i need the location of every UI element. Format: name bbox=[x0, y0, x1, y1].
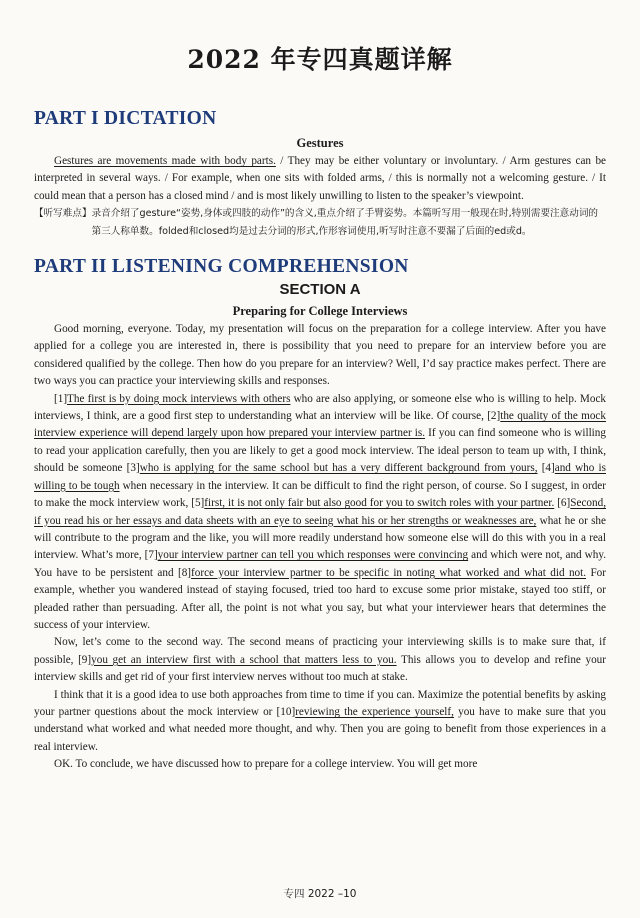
text-run: For example, whether you wandered instead of staying focused, tried too hard to excuse some prior mistake, stayed too stiff, or pleaded rather than persuading. After all, the point is not what you say, but what your interviewer hears that determines the success of your interview. bbox=[34, 566, 606, 631]
answer-6: Second, if you read his or her essays and data sheets with an eye to seeing what his or her strengths or weaknesses are, bbox=[34, 497, 606, 527]
text-run: and which were not, and why. You have to be persistent and [8] bbox=[34, 549, 606, 579]
page-footer: 专四 2022 –10 bbox=[283, 888, 357, 900]
answer-3: who is applying for the same school but has a very different background from yours, bbox=[139, 462, 538, 475]
answer-4: and who is willing to be tough bbox=[34, 462, 606, 492]
paragraph-1: Good morning, everyone. Today, my presentation will focus on the preparation for a college interview. After you have applied for a college you are interested in, there is possibility that you need to prepare for an interview before you are considered qualified by the college. Then how do you prepare for an interview? Well, I’d say practice makes perfect. There are two ways you can practice your interviewing skills and responses. bbox=[34, 323, 606, 388]
dictation-note bbox=[34, 205, 606, 240]
passage-title: Preparing for College Interviews bbox=[232, 304, 408, 319]
text-run: This allows you to develop and refine your interview skills and get rid of your first interview nerves without too much at stake. bbox=[34, 653, 607, 684]
paragraph-2 bbox=[34, 391, 606, 635]
answer-2: the quality of the mock interview experience will depend largely upon how prepared your interview partner is. bbox=[34, 410, 606, 440]
part2-heading: PART II LISTENING COMPREHENSION bbox=[34, 256, 409, 278]
answer-8: force your interview partner to be specific in noting what worked and what did not. bbox=[191, 566, 587, 579]
text-run: when necessary in the interview. It can be difficult to find the right person, of course. So I suggest, in order to make the mock interview work, [5] bbox=[34, 479, 606, 510]
paragraph-4 bbox=[34, 687, 606, 757]
answer-9: you get an interview first with a school that matters less to you. bbox=[91, 653, 397, 666]
note-text: 录音介绍了gesture“姿势,身体或四肢的动作”的含义,重点介绍了手臂姿势。本篇听写用一般现在时,特别需要注意动词的第三人称单数。folded和closed均是过去分词的形式,作形容词使用,听写时注意不要漏了后面的ed或d。 bbox=[91, 208, 599, 237]
dictation-rest: / They may be either voluntary or involuntary. / Arm gestures can be interpreted in several ways. / For example, when one sits with folded arms, / this is normally not a welcoming gesture. / It could mean that a person has a closed mind / and is most likely unwilling to listen to the speaker’s viewpoint. bbox=[34, 155, 607, 202]
paragraph-5: OK. To conclude, we have discussed how to prepare for a college interview. You will get more bbox=[54, 758, 478, 771]
text-run: [6] bbox=[554, 497, 571, 510]
text-run: who are also applying, or someone else who is willing to help. Mock interviews, I think, are a good first step to understanding what an interview will be like. Of course, [2] bbox=[34, 392, 607, 423]
note-label: 【听写难点】 bbox=[34, 208, 92, 220]
page-title: 2022 年专四真题详解 bbox=[187, 45, 453, 74]
text-run: [4] bbox=[537, 462, 555, 475]
answer-10: reviewing the experience yourself, bbox=[295, 705, 454, 718]
section-heading: SECTION A bbox=[279, 281, 361, 299]
part1-heading: PART I DICTATION bbox=[34, 108, 217, 129]
text-run: Now, let’s come to the second way. The second means of practicing your interviewing skills is to make sure that, if possible, [9] bbox=[34, 636, 606, 666]
dictation-underline-1: Gestures are movements made with body parts. bbox=[54, 155, 276, 167]
text-run: you have to make sure that you understand what worked and what needed more thought, and why. Then you are going to benefit from those experiences in a real interview. bbox=[34, 705, 606, 753]
text-run: what he or she will contribute to the program and the like, you will more readily understand how someone else will do this with you in a real interview. What’s more, [7] bbox=[34, 514, 606, 562]
answer-1: The first is by doing mock interviews with others bbox=[67, 392, 291, 405]
paragraph-3 bbox=[34, 634, 606, 686]
answer-7: your interview partner can tell you which responses were convincing bbox=[157, 549, 469, 562]
dictation-text bbox=[34, 153, 606, 205]
text-run: I think that it is a good idea to use both approaches from time to time if you can. Maximize the potential benefits by asking your partner questions about the mock interview or [10] bbox=[34, 688, 606, 718]
answer-5: first, it is not only fair but also good for you to switch roles with your partner. bbox=[204, 497, 555, 510]
text-run: [1] bbox=[54, 392, 68, 405]
dictation-title: Gestures bbox=[296, 136, 344, 150]
text-run: If you can find someone who is willing to read your application carefully, then you are likely to get a good mock interview. The ideal person to team up with, I think, should be someone [3] bbox=[34, 427, 606, 475]
